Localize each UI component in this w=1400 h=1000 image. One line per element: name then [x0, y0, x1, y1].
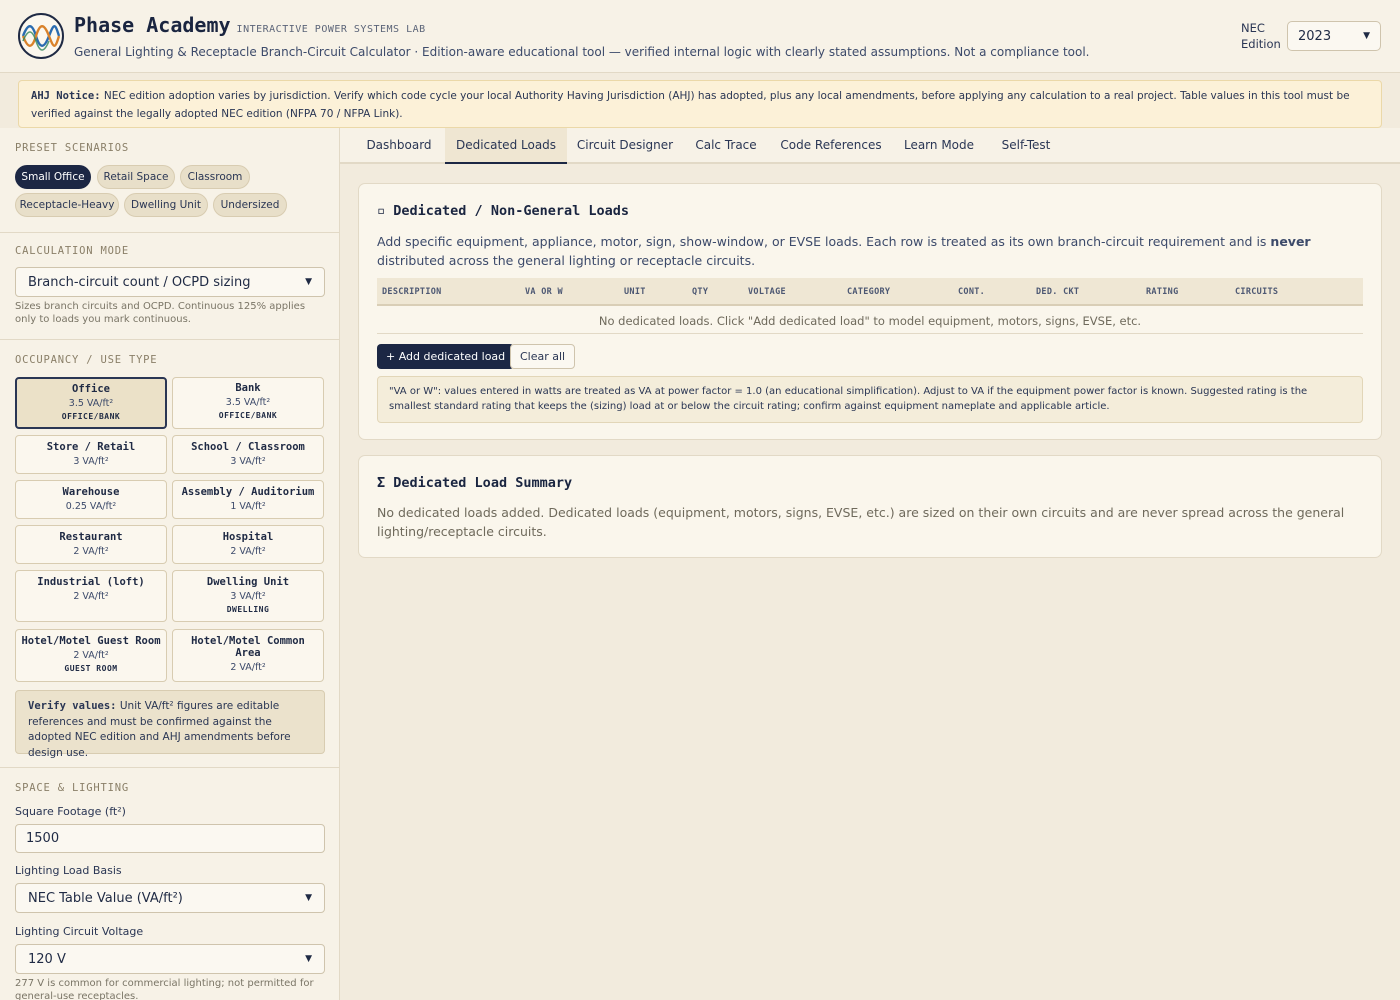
- col-voltage: VOLTAGE: [748, 287, 786, 297]
- preset-classroom[interactable]: Classroom: [180, 165, 250, 189]
- occupancy-school-classroom[interactable]: [172, 435, 324, 474]
- occupancy-name: Assembly / Auditorium: [181, 486, 315, 498]
- occupancy-va: 1 VA/ft²: [230, 501, 266, 512]
- dedicated-loads-intro: [377, 232, 1367, 270]
- col-unit: UNIT: [624, 287, 646, 297]
- dedicated-loads-empty-row: No dedicated loads. Click "Add dedicated load" to model equipment, motors, signs, EVSE, etc.: [377, 308, 1363, 334]
- occupancy-industrial-loft[interactable]: [15, 570, 167, 622]
- verify-values-note: [15, 690, 325, 759]
- lighting-basis-value: NEC Table Value (VA/ft²): [28, 890, 183, 906]
- edition-label-line2: Edition: [1241, 37, 1281, 51]
- sqft-input[interactable]: 1500: [15, 824, 325, 853]
- verify-values-label: Verify values:: [28, 700, 117, 712]
- tab-dashboard[interactable]: Dashboard: [366, 138, 432, 152]
- lighting-basis-select[interactable]: [15, 883, 325, 913]
- lighting-voltage-hint: 277 V is common for commercial lighting; not permitted for general-use receptacles.: [15, 978, 314, 1000]
- occupancy-va: 3 VA/ft²: [73, 456, 109, 467]
- app-description: General Lighting & Receptacle Branch-Circuit Calculator · Edition-aware educational tool — verified internal logic with clearly stated assumptions. Not a compliance tool.: [74, 45, 1090, 59]
- occupancy-name: Dwelling Unit: [206, 576, 290, 588]
- occupancy-name: Bank: [235, 382, 261, 394]
- tab-dedicated-loads[interactable]: Dedicated Loads: [445, 128, 567, 164]
- occupancy-tag: GUEST ROOM: [64, 664, 118, 673]
- occupancy-va: 2 VA/ft²: [230, 546, 266, 557]
- va-or-w-info-note: "VA or W": values entered in watts are treated as VA at power factor = 1.0 (an educational simplification). Adjust to VA if the equipment power factor is known. Suggested rating is the smallest standard rating that keeps the (sizing) load at or below the circuit rating; confirm against equipment nameplate and applicable article.: [377, 376, 1363, 423]
- occupancy-office[interactable]: [15, 377, 167, 429]
- lighting-voltage-label: Lighting Circuit Voltage: [15, 925, 144, 938]
- tab-circuit-designer[interactable]: Circuit Designer: [576, 138, 674, 152]
- section-divider: [0, 339, 340, 340]
- preset-small-office[interactable]: Small Office: [15, 165, 91, 189]
- space-lighting-title: SPACE & LIGHTING: [15, 782, 129, 794]
- edition-label-line1: NEC: [1241, 21, 1265, 35]
- occupancy-name: Hotel/Motel Guest Room: [21, 635, 161, 647]
- occupancy-assembly-auditorium[interactable]: [172, 480, 324, 519]
- occupancy-hotel-common-area[interactable]: [172, 629, 324, 682]
- lighting-voltage-value: 120 V: [28, 951, 66, 967]
- intro-text-bold: never: [1270, 234, 1311, 249]
- occupancy-tag: OFFICE/BANK: [61, 412, 121, 421]
- col-cont: CONT.: [958, 287, 986, 297]
- occupancy-title: OCCUPANCY / USE TYPE: [15, 354, 158, 366]
- edition-label: [1241, 20, 1285, 52]
- occupancy-name: Hospital: [222, 531, 274, 543]
- chevron-down-icon: ▼: [1363, 31, 1370, 41]
- occupancy-tag: DWELLING: [226, 605, 270, 614]
- clear-all-button[interactable]: Clear all: [510, 344, 575, 369]
- chevron-down-icon: ▼: [305, 893, 312, 903]
- col-category: CATEGORY: [847, 287, 891, 297]
- sine-wave-logo-icon: [18, 13, 64, 59]
- preset-receptacle-heavy[interactable]: Receptacle-Heavy: [15, 193, 119, 217]
- edition-select-value: 2023: [1298, 28, 1332, 44]
- tab-self-test[interactable]: Self-Test: [1001, 138, 1051, 152]
- occupancy-tag: OFFICE/BANK: [218, 411, 278, 420]
- ahj-notice-label: AHJ Notice:: [31, 90, 101, 102]
- col-va-or-w: VA OR W: [525, 287, 563, 297]
- col-circuits: CIRCUITS: [1235, 287, 1279, 297]
- dedicated-loads-card: [358, 183, 1382, 440]
- verify-values-text: Unit VA/ft² figures are editable references and must be confirmed against the adopted NEC edition and AHJ amendments before design use.: [28, 700, 291, 759]
- preset-scenarios-title: PRESET SCENARIOS: [15, 142, 129, 154]
- occupancy-va: 2 VA/ft²: [73, 591, 109, 602]
- preset-dwelling-unit[interactable]: Dwelling Unit: [124, 193, 208, 217]
- occupancy-va: 2 VA/ft²: [73, 546, 109, 557]
- occupancy-va: 2 VA/ft²: [230, 662, 266, 673]
- occupancy-restaurant[interactable]: [15, 525, 167, 564]
- occupancy-va: 2 VA/ft²: [73, 650, 109, 661]
- occupancy-name: Warehouse: [62, 486, 120, 498]
- lighting-voltage-select[interactable]: [15, 944, 325, 974]
- tab-learn-mode[interactable]: Learn Mode: [903, 138, 975, 152]
- occupancy-name: Restaurant: [59, 531, 123, 543]
- occupancy-dwelling-unit[interactable]: [172, 570, 324, 622]
- sigma-icon: Σ: [377, 475, 386, 491]
- occupancy-name: Hotel/Motel Common Area: [191, 635, 305, 659]
- calc-mode-hint: Sizes branch circuits and OCPD. Continuous 125% applies only to loads you mark continuous.: [15, 301, 306, 325]
- add-dedicated-load-button[interactable]: + Add dedicated load: [377, 344, 514, 369]
- sqft-label: Square Footage (ft²): [15, 805, 126, 818]
- occupancy-va: 3.5 VA/ft²: [225, 397, 271, 408]
- dedicated-loads-table-header: [377, 278, 1363, 306]
- dedicated-loads-title-text: Dedicated / Non-General Loads: [393, 203, 629, 219]
- app-title: [74, 13, 426, 37]
- calc-mode-title: CALCULATION MODE: [15, 245, 129, 257]
- box-icon: ▫: [377, 203, 386, 219]
- dedicated-loads-title: [377, 203, 629, 219]
- occupancy-name: Store / Retail: [46, 441, 136, 453]
- occupancy-va: 3 VA/ft²: [230, 591, 266, 602]
- occupancy-va: 0.25 VA/ft²: [65, 501, 117, 512]
- occupancy-name: School / Classroom: [191, 441, 305, 453]
- preset-retail-space[interactable]: Retail Space: [97, 165, 175, 189]
- occupancy-warehouse[interactable]: [15, 480, 167, 519]
- sidebar: [0, 128, 340, 1000]
- tab-calc-trace[interactable]: Calc Trace: [695, 138, 757, 152]
- app-title-text: Phase Academy: [74, 13, 231, 37]
- lighting-basis-label: Lighting Load Basis: [15, 864, 122, 877]
- intro-text-pre: Add specific equipment, appliance, motor, sign, show-window, or EVSE loads. Each row is treated as its own branch-circuit requirement and is: [377, 234, 1271, 249]
- occupancy-hotel-guest-room[interactable]: [15, 629, 167, 682]
- col-ded-ckt: DED. CKT: [1036, 287, 1080, 297]
- col-qty: QTY: [692, 287, 709, 297]
- dedicated-summary-title: [377, 475, 572, 491]
- ahj-notice-text: NEC edition adoption varies by jurisdiction. Verify which code cycle your local Authority Having Jurisdiction (AHJ) has adopted, plus any local amendments, before applying any calculation to a real project. Table values in this tool must be verified against the legally adopted NEC edition (NFPA 70 / NFPA Link).: [31, 90, 1350, 120]
- ahj-notice: [18, 80, 1382, 128]
- dedicated-summary-card: [358, 455, 1382, 558]
- col-description: DESCRIPTION: [382, 287, 442, 297]
- dedicated-summary-title-text: Dedicated Load Summary: [393, 475, 573, 491]
- dedicated-summary-text: No dedicated loads added. Dedicated loads (equipment, motors, signs, EVSE, etc.) are sized on their own circuits and are never spread across the general lighting/receptacle circuits.: [377, 505, 1345, 539]
- occupancy-hospital[interactable]: [172, 525, 324, 564]
- calc-mode-select[interactable]: [15, 267, 325, 297]
- edition-select[interactable]: [1287, 21, 1381, 51]
- section-divider: [0, 232, 340, 233]
- section-divider: [0, 767, 340, 768]
- app-subtitle: INTERACTIVE POWER SYSTEMS LAB: [236, 24, 426, 35]
- occupancy-bank[interactable]: [172, 377, 324, 429]
- occupancy-name: Industrial (loft): [37, 576, 145, 588]
- occupancy-store-retail[interactable]: [15, 435, 167, 474]
- tab-bar: [340, 128, 1400, 164]
- chevron-down-icon: ▼: [305, 954, 312, 964]
- col-rating: RATING: [1146, 287, 1179, 297]
- occupancy-name: Office: [72, 383, 110, 395]
- app-header: [0, 0, 1400, 73]
- preset-undersized[interactable]: Undersized: [213, 193, 287, 217]
- intro-text-post: distributed across the general lighting or receptacle circuits.: [377, 253, 756, 268]
- calc-mode-value: Branch-circuit count / OCPD sizing: [28, 274, 251, 290]
- occupancy-va: 3 VA/ft²: [230, 456, 266, 467]
- tab-code-references[interactable]: Code References: [780, 138, 882, 152]
- occupancy-va: 3.5 VA/ft²: [68, 398, 114, 409]
- chevron-down-icon: ▼: [305, 277, 312, 287]
